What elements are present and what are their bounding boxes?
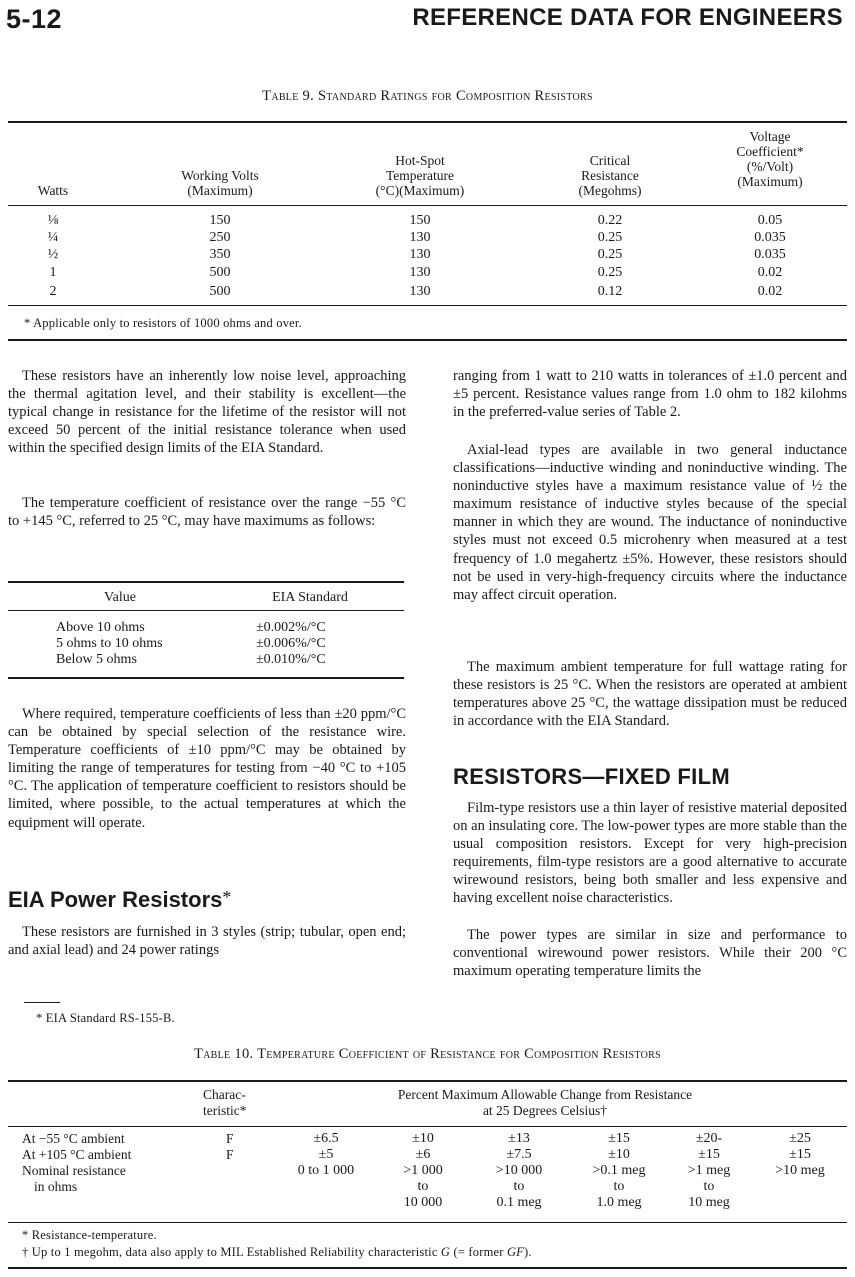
table9-cell: 0.25 — [597, 247, 623, 262]
table10-footnote-1: * Resistance-temperature. — [22, 1228, 157, 1242]
right-paragraph-4: Film-type resistors use a thin layer of resistive material deposited on an insulating core. The low-power types are more stable than the usual composition resistors. Except for very high-precision requirements, film-type resistors are a good alternative to accurate wirewound resistors, being both smaller and less expensive and having excellent noise characteristics. — [453, 800, 847, 907]
table9-cell: 130 — [409, 247, 431, 262]
table9-cell: ½ — [47, 247, 59, 262]
small-table-header-value: Value — [104, 590, 136, 605]
left-footnote-rule — [24, 1002, 60, 1003]
table9-cell: 0.25 — [597, 230, 623, 245]
footnote2-end: ). — [524, 1245, 532, 1259]
table10-footnote-2 — [22, 1245, 532, 1260]
table9-cell: 0.22 — [597, 213, 623, 228]
table9-cell: 0.05 — [757, 213, 783, 228]
table9-caption: Table 9. Standard Ratings for Composition Resistors — [262, 88, 593, 104]
table10-row-label: At +105 °C ambient — [22, 1147, 132, 1162]
table10-cell: 0 to 1 000 — [297, 1163, 355, 1178]
table10-characteristic-cell: F — [226, 1147, 234, 1162]
table9-cell: 2 — [49, 284, 57, 299]
table10-cell: ±7.5 — [506, 1147, 532, 1162]
table10-cell: ±15 — [608, 1131, 630, 1146]
small-table-cell: ±0.006%/°C — [256, 636, 326, 651]
table9-top-rule — [8, 121, 847, 123]
table9-footnote: * Applicable only to resistors of 1000 ohms and over. — [24, 316, 302, 330]
small-table-header-eia: EIA Standard — [272, 590, 348, 605]
table9-end-rule — [8, 339, 847, 341]
table10-cell: >0.1 meg to 1.0 meg — [592, 1163, 646, 1210]
table9-cell: 500 — [209, 265, 231, 280]
table10-cell: >10 meg — [775, 1163, 825, 1178]
table10-cell: ±15 — [698, 1147, 720, 1162]
table9-cell: 0.25 — [597, 265, 623, 280]
table10-row-label: At −55 °C ambient — [22, 1131, 125, 1146]
small-table-cell: 5 ohms to 10 ohms — [56, 636, 163, 651]
right-paragraph-3: The maximum ambient temperature for full wattage rating for these resistors is 25 °C. When the resistors are operated at ambient temperatures above 25 °C, the wattage dissipation must be reduced in accordance with the EIA Standard. — [453, 659, 847, 730]
table9-cell: 130 — [409, 284, 431, 299]
table9-cell: 130 — [409, 230, 431, 245]
table10-end-rule — [8, 1267, 847, 1269]
table9-cell: 350 — [209, 247, 231, 262]
heading-eia-text: EIA Power Resistors — [8, 887, 223, 912]
table9-bottom-rule — [8, 305, 847, 306]
small-table-cell: ±0.002%/°C — [256, 620, 326, 635]
right-paragraph-5: The power types are similar in size and performance to conventional wirewound power resistors. While their 200 °C maximum operating temperature limits the — [453, 927, 847, 980]
table9-cell: 500 — [209, 284, 231, 299]
table10-cell: ±5 — [318, 1147, 334, 1162]
table9-cell: 0.12 — [597, 284, 623, 299]
small-table-header-rule — [8, 610, 404, 611]
small-table-cell: Below 5 ohms — [56, 652, 137, 667]
table9-cell: 150 — [409, 213, 431, 228]
footnote2-mid: (= former — [450, 1245, 507, 1259]
table10-bottom-rule — [8, 1222, 847, 1223]
table10-header-rule — [8, 1126, 847, 1127]
table10-cell: ±20- — [695, 1131, 723, 1146]
table10-cell: >1 000 to 10 000 — [403, 1163, 443, 1210]
footnote2-gf: GF — [506, 1245, 525, 1259]
running-head: REFERENCE DATA FOR ENGINEERS — [412, 4, 843, 31]
table9-cell: ⅛ — [47, 213, 59, 228]
table10-cell: >10 000 to 0.1 meg — [495, 1163, 543, 1210]
table9-cell: 0.035 — [754, 247, 786, 262]
table9-header-critical: Critical Resistance (Megohms) — [578, 153, 642, 198]
right-paragraph-2: Axial-lead types are available in two general inductance classifications—inductive winding and noninductive winding. The noninductive styles have a maximum resistance value of ½ the maximum resistance of inductive styles because of the special manner in which they are wound. The inductance of noninductive styles must not exceed 0.5 microhenry when measured at a test frequency of 1.0 megahertz ±5%. However, these resistors should not be used in very-high-frequency circuits where the inductance may affect circuit operation. — [453, 442, 847, 603]
table10-cell: ±10 — [608, 1147, 630, 1162]
left-paragraph-4: These resistors are furnished in 3 styles (strip; tubular, open end; and axial lead) and 24 power ratings — [8, 924, 406, 959]
table10-cell: >1 meg to 10 meg — [687, 1163, 731, 1210]
table9-header-hot-spot: Hot-Spot Temperature (°C)(Maximum) — [375, 153, 465, 198]
heading-eia-power-resistors — [8, 887, 231, 913]
table10-characteristic-cell: F — [226, 1131, 234, 1146]
table10-row-label: in ohms — [34, 1179, 78, 1194]
footnote2-text: † Up to 1 megohm, data also apply to MIL Established Reliability characteristic — [22, 1245, 441, 1259]
table10-row-label: Nominal resistance — [22, 1163, 126, 1178]
table10-cell: ±6.5 — [313, 1131, 339, 1146]
table10-caption: Table 10. Temperature Coefficient of Resistance for Composition Resistors — [194, 1046, 661, 1062]
table10-header-characteristic: Charac- teristic* — [203, 1087, 247, 1118]
table9-header-watts: Watts — [37, 183, 69, 198]
table9-cell: 0.02 — [757, 265, 783, 280]
table9-cell: 1 — [49, 265, 57, 280]
table9-header-working-volts: Working Volts (Maximum) — [181, 168, 259, 198]
table10-header-percent: Percent Maximum Allowable Change from Resistance at 25 Degrees Celsius† — [397, 1087, 693, 1118]
table9-cell: ¼ — [47, 230, 59, 245]
table9-cell: 250 — [209, 230, 231, 245]
small-table-bottom-rule — [8, 677, 404, 679]
small-table-top-rule — [8, 581, 404, 583]
table10-cell: ±6 — [415, 1147, 431, 1162]
left-footnote: * EIA Standard RS-155-B. — [36, 1011, 175, 1025]
table9-header-rule — [8, 205, 847, 206]
small-table-cell: ±0.010%/°C — [256, 652, 326, 667]
table9-cell: 0.035 — [754, 230, 786, 245]
heading-fixed-film: RESISTORS—FIXED FILM — [453, 764, 730, 789]
table10-top-rule — [8, 1080, 847, 1082]
left-paragraph-1: These resistors have an inherently low noise level, approaching the thermal agitation level, and their stability is excellent—the typical change in resistance for the lifetime of the resistor will not exceed 50 percent of the initial resistance tolerance when used within the specified design limits of the EIA Standard. — [8, 368, 406, 457]
left-paragraph-3: Where required, temperature coefficients of less than ±20 ppm/°C can be obtained by special selection of the resistance wire. Temperature coefficients of ±10 ppm/°C may be obtained by limiting the range of temperatures for testing from −40 °C to +105 °C. The application of temperature coefficient to resistors should be limited, where possible, to the actual temperatures at which the equipment will operate. — [8, 706, 406, 831]
table10-cell: ±10 — [412, 1131, 434, 1146]
table10-cell: ±15 — [789, 1147, 811, 1162]
right-paragraph-1: ranging from 1 watt to 210 watts in tolerances of ±1.0 percent and ±5 percent. Resistance values range from 1.0 ohm to 182 kilohms in the preferred-value series of Table 2. — [453, 368, 847, 421]
table10-cell: ±13 — [508, 1131, 530, 1146]
table9-cell: 130 — [409, 265, 431, 280]
table10-cell: ±25 — [789, 1131, 811, 1146]
heading-eia-mark: * — [222, 887, 232, 907]
small-table-cell: Above 10 ohms — [56, 620, 145, 635]
page-number: 5-12 — [6, 4, 63, 34]
left-paragraph-2: The temperature coefficient of resistance over the range −55 °C to +145 °C, referred to 25 °C, may have maximums as follows: — [8, 495, 406, 530]
table9-cell: 150 — [209, 213, 231, 228]
table9-header-voltage-coefficient: Voltage Coefficient* (%/Volt) (Maximum) — [736, 129, 804, 189]
footnote2-g: G — [440, 1245, 451, 1259]
table9-cell: 0.02 — [757, 284, 783, 299]
